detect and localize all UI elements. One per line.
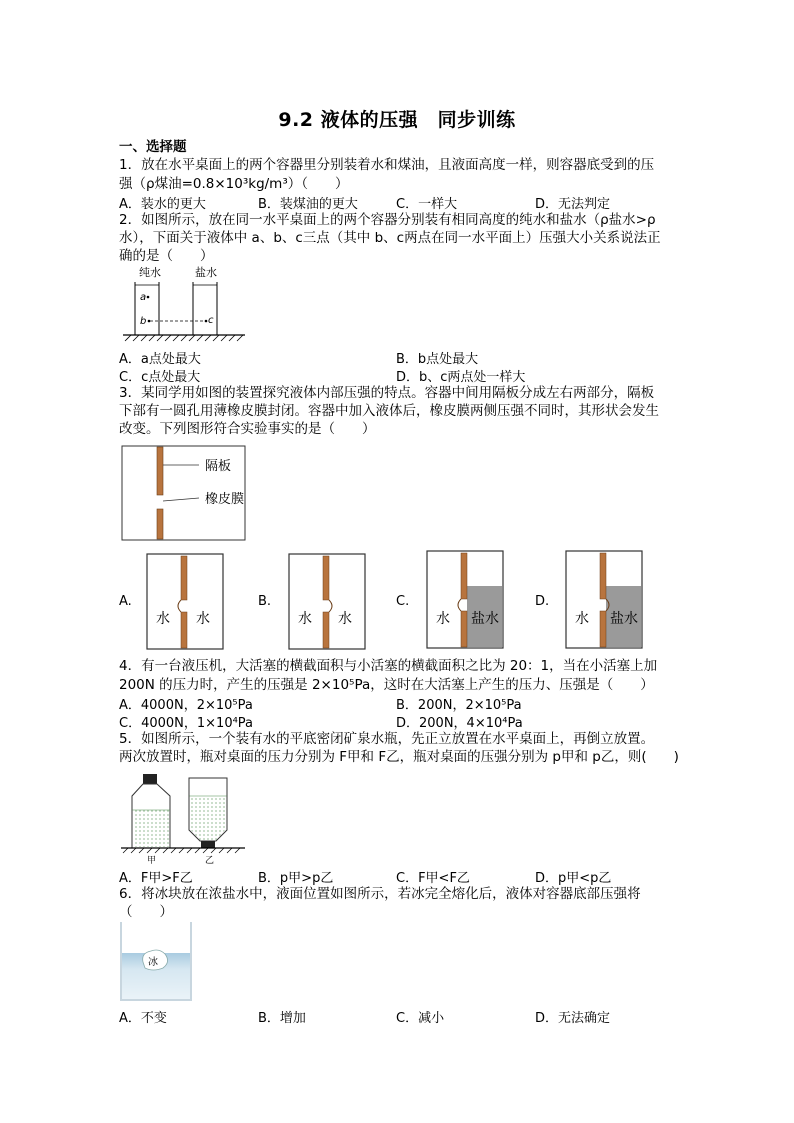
page-title: 9.2 液体的压强 同步训练 [278,109,516,131]
point-a-label: a [140,292,147,303]
q6-stem-line2: （ ） [119,904,173,920]
water-label: 水 [196,611,210,627]
ice-label: 冰 [148,957,158,968]
water-label: 水 [156,611,170,627]
label-yi: 乙 [205,856,215,865]
q3-stem-line2: 下部有一圆孔用薄橡皮膜封闭。容器中加入液体后，橡皮膜两侧压强不同时，其形状会发生 [119,403,659,419]
q3-option-a-figure [146,551,226,651]
water-label: 水 [338,611,352,627]
q1-stem-line1: 1．放在水平桌面上的两个容器里分别装着水和煤油，且液面高度一样，则容器底受到的压 [119,157,655,173]
q4-stem-line2: 200N 的压力时，产生的压强是 2×10⁵Pa，这时在大活塞上产生的压力、压强是（ ） [119,677,654,693]
q5-option-c: C．F甲<F乙 [396,871,470,886]
label-jia: 甲 [147,856,157,865]
q1-option-a: A．装水的更大 [119,197,206,212]
q3-option-c-figure [426,548,506,651]
water-label: 水 [575,611,589,627]
q6-option-c: C．减小 [396,1011,445,1026]
point-b-label: b [140,316,147,327]
q5-bottles-figure [119,770,249,865]
q2-option-a: A．a点处最大 [119,352,201,367]
label-pure-water: 纯水 [139,266,161,279]
q1-stem-line2: 强（ρ煤油=0.8×10³kg/m³）（ ） [119,176,349,192]
point-c-label: c [208,315,214,326]
q4-option-b: B．200N，2×10⁵Pa [396,698,522,713]
q2-stem-line3: 确的是（ ） [119,248,214,264]
q2-option-b: B．b点处最大 [396,352,479,367]
q3-option-c: C. [396,594,410,609]
brine-label: 盐水 [610,611,638,627]
q2-option-c: C．c点处最大 [119,370,201,385]
q6-option-a: A．不变 [119,1011,167,1026]
q4-stem-line1: 4．有一台液压机，大活塞的横截面积与小活塞的横截面积之比为 20：1，当在小活塞上加 [119,658,658,674]
q6-option-b: B．增加 [258,1011,306,1026]
q6-ice-beaker-figure [119,920,194,1002]
q4-option-d: D．200N，4×10⁴Pa [396,716,523,731]
label-membrane: 橡皮膜 [205,492,245,507]
q2-stem-line2: 水），下面关于液体中 a、b、c三点（其中 b、c两点在同一水平面上）压强大小关系说法正 [119,230,661,246]
q3-stem-line1: 3．某同学用如图的装置探究液体内部压强的特点。容器中间用隔板分成左右两部分，隔板 [119,385,655,401]
q1-option-d: D．无法判定 [535,197,611,212]
q5-option-b: B．p甲>p乙 [258,871,334,886]
q5-stem-line2: 两次放置时，瓶对桌面的压力分别为 F甲和 F乙，瓶对桌面的压强分别为 p甲和 p乙，则( ) [119,749,679,765]
q5-stem-line1: 5．如图所示，一个装有水的平底密闭矿泉水瓶，先正立放置在水平桌面上，再倒立放置。 [119,731,655,747]
q6-option-d: D．无法确定 [535,1011,611,1026]
q2-containers-figure [119,265,249,345]
q3-stem-line3: 改变。下列图形符合实验事实的是（ ） [119,421,376,437]
water-label: 水 [298,611,312,627]
q3-apparatus-figure [119,443,259,543]
q3-option-b-figure [288,551,368,651]
q4-option-a: A．4000N，2×10⁵Pa [119,698,253,713]
label-brine: 盐水 [195,266,217,279]
water-label: 水 [436,611,450,627]
q1-option-c: C．一样大 [396,197,458,212]
q5-option-d: D．p甲<p乙 [535,871,612,886]
q4-option-c: C．4000N，1×10⁴Pa [119,716,254,731]
q3-option-d-figure [565,548,645,651]
q2-option-d: D．b、c两点处一样大 [396,370,526,385]
q3-option-d: D. [535,594,550,609]
brine-label: 盐水 [471,611,499,627]
section-heading: 一、选择题 [119,139,187,155]
q3-option-a: A. [119,594,132,609]
q5-option-a: A．F甲>F乙 [119,871,193,886]
q6-stem-line1: 6．将冰块放在浓盐水中，液面位置如图所示，若冰完全熔化后，液体对容器底部压强将 [119,886,641,902]
label-partition: 隔板 [205,459,232,474]
q2-stem-line1: 2．如图所示，放在同一水平桌面上的两个容器分别装有相同高度的纯水和盐水（ρ盐水>ρ [119,212,656,228]
q3-option-b: B. [258,594,272,609]
q1-option-b: B．装煤油的更大 [258,197,358,212]
